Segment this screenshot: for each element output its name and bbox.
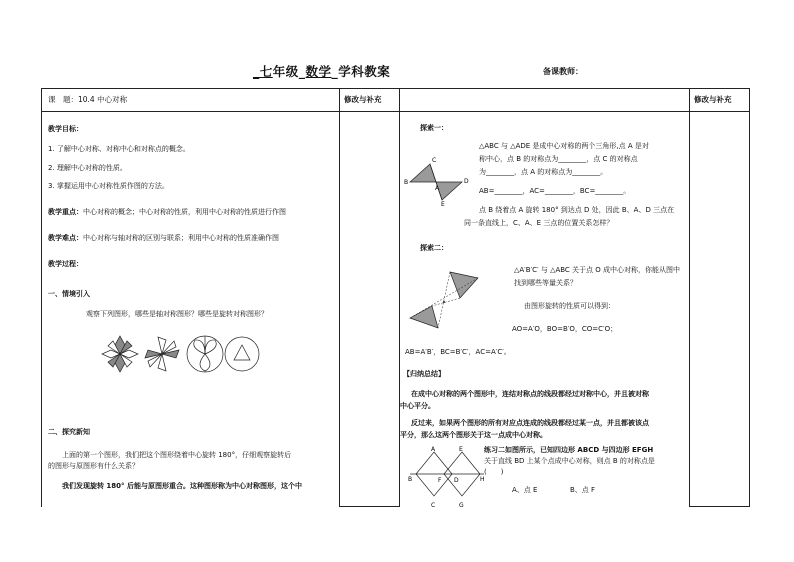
goal-item: 2. 理解中心对称的性质。 (48, 164, 127, 172)
option-b: B、点 F (570, 486, 596, 494)
explore-1-line: AB=________，AC=________，BC=________。 (479, 187, 631, 195)
summary-text: 中心平分。 (400, 402, 435, 410)
center-point-o (443, 301, 445, 303)
summary-title: 【归纳总结】 (403, 370, 445, 378)
revise-header-1: 修改与补充 (344, 95, 382, 104)
section-2-paragraph-line: 上面的第一个图形，我们把这个图形绕着中心旋转 180°，仔细观察旋转后 (62, 451, 292, 459)
explore-1-triangles-figure (402, 150, 474, 206)
subject-value: 数学 (305, 64, 332, 79)
explore-2-equation: AB=A′B′，BC=B′C′，AC=A′C′。 (405, 348, 511, 356)
table-col-divider-3 (689, 88, 690, 507)
section-2-title: 二、探究新知 (48, 428, 90, 436)
explore-2-title: 探索二： (420, 244, 448, 252)
explore-1-line: 为________，点 A 的对称点为________。 (479, 168, 608, 176)
explore-2-line: △A′B′C′ 与 △ABC 关于点 O 成中心对称，你能从图中 (514, 266, 681, 274)
explore-1-question: 同一条直线上，C、A、E 三点的位置关系怎样？ (464, 219, 614, 227)
label-g: G (459, 502, 464, 509)
teacher-label: 备课教师： (543, 67, 583, 76)
exercise-quadrilaterals-figure (404, 446, 488, 510)
table-right-border (749, 88, 750, 507)
explore-2-line: 由图形旋转的性质可以得到： (524, 302, 615, 310)
label-e: E (441, 201, 445, 206)
section-1-title: 一、情境引入 (48, 290, 90, 298)
difficult-points: 教学难点：中心对称与轴对称的区别与联系；利用中心对称的性质准确作图 (48, 234, 279, 242)
table-top-border (41, 88, 749, 89)
explore-2-equation: AO=A′O，BO=B′O，CO=C′O； (512, 325, 618, 333)
label-d: D (454, 477, 459, 484)
revise-col-bottom-2 (689, 506, 749, 507)
symmetric-shapes-figure (100, 333, 260, 375)
label-a: A (435, 185, 440, 192)
explore-2-line: 找到哪些等量关系？ (514, 279, 577, 287)
label-c: C (432, 157, 437, 164)
goal-item: 1. 了解中心对称、对称中心和对称点的概念。 (48, 145, 190, 153)
page-title: _七年级_数学_学科教案 (253, 64, 391, 79)
section-2-paragraph-line: 的图形与原图形有什么关系？ (48, 462, 139, 470)
table-left-border (41, 88, 42, 507)
summary-text: 反过来，如果两个图形的所有对应点连成的线段都经过某一点，并且都被该点 (411, 419, 649, 427)
section-1-question: 观察下列图形，哪些是轴对称图形？哪些是旋转对称图形？ (86, 310, 268, 318)
label-f: F (438, 477, 442, 484)
label-h: H (480, 476, 485, 483)
label-a: A (431, 446, 436, 453)
table-col-divider-1 (339, 88, 340, 507)
table-col-divider-2 (399, 88, 400, 507)
exercise-text: 练习二如图所示，已知四边形 ABCD 与四边形 EFGH (484, 446, 654, 454)
table-header-divider (41, 111, 749, 112)
key-points: 教学重点：中心对称的概念；中心对称的性质，利用中心对称的性质进行作图 (48, 208, 286, 216)
option-a: A、点 E (512, 486, 538, 494)
explore-1-line: △ABC 与 △ADE 是成中心对称的两个三角形,点 A 是对 (479, 142, 649, 150)
label-d: D (464, 178, 469, 185)
explore-1-question: 点 B 绕着点 A 旋转 180° 到达点 D 处，因此 B、A、D 三点在 (479, 206, 675, 214)
explore-1-line: 称中心，点 B 的对称点为________，点 C 的对称点 (479, 155, 638, 163)
summary-text: 在成中心对称的两个图形中，连结对称点的线段都经过对称中心，并且被对称 (411, 390, 649, 398)
exercise-text: ( ) (484, 468, 504, 476)
explore-1-title: 探索一： (420, 124, 448, 132)
circle-triquetra-shape (187, 336, 223, 372)
circle-triangle-shape (225, 337, 259, 371)
exercise-text: 关于直线 BD 上某个点成中心对称，则点 B 的对称点是 (484, 457, 655, 465)
explore-2-triangles-figure (404, 268, 486, 336)
grade-value: _七 (253, 64, 273, 79)
topic-label: 课 题：10.4 中心对称 (48, 95, 128, 104)
label-e: E (459, 446, 463, 453)
label-c: C (431, 502, 436, 509)
goals-title: 教学目标： (48, 125, 83, 133)
section-2-conclusion: 我们发现旋转 180° 后能与原图形重合。这种图形称为中心对称图形，这个中 (62, 482, 302, 490)
revise-header-2: 修改与补充 (694, 95, 732, 104)
summary-text: 平分，那么这两个图形关于这一点成中心对称。 (400, 431, 547, 439)
label-b: B (408, 476, 413, 483)
process-title: 教学过程： (48, 260, 83, 268)
revise-col-bottom (339, 506, 399, 507)
label-b: B (404, 179, 409, 186)
pinwheel-shape (145, 337, 179, 371)
goal-item: 3. 掌握运用中心对称性质作图的方法。 (48, 182, 169, 190)
hexagram-flower-shape (102, 336, 138, 372)
